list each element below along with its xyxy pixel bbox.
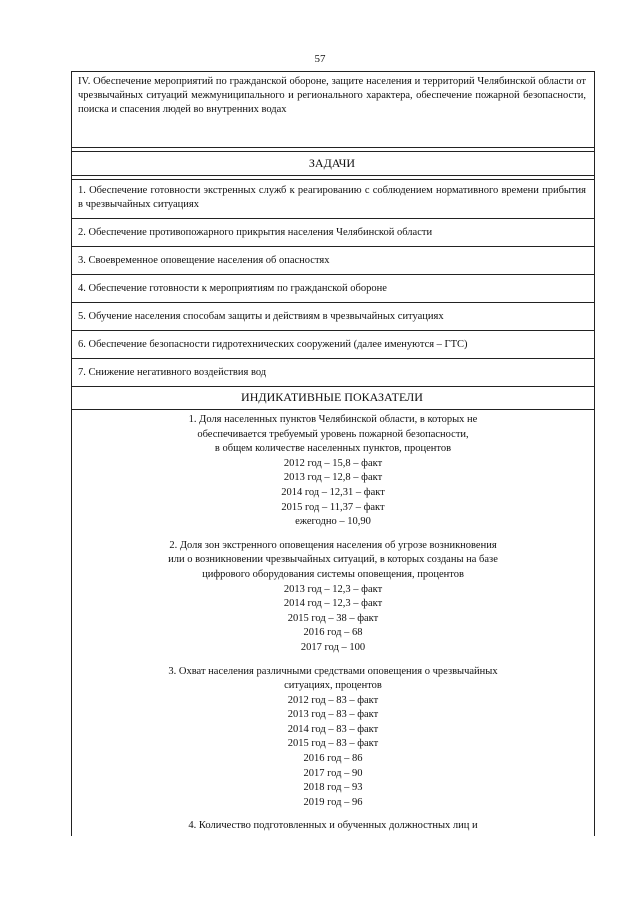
indicator-value: 2017 год – 90 [303,767,363,779]
indicator-value: 2013 год – 12,8 – факт [283,472,383,484]
indicators-list [72,410,594,834]
indicator-value: 2014 год – 12,3 – факт [283,598,383,610]
indicator-value: 2014 год – 83 – факт [287,723,379,735]
indicator-value: 2018 год – 93 [303,782,363,794]
indicator-value: 2015 год – 83 – факт [287,738,379,750]
task-item: 4. Обеспечение готовности к мероприятиям по гражданской обороне [72,275,594,303]
page-number: 57 [314,53,326,65]
indicator-block [80,413,586,530]
task-item: 5. Обучение населения способам защиты и действиям в чрезвычайных ситуациях [72,303,594,331]
indicator-value: ежегодно – 10,90 [295,516,371,528]
indicator-block [80,819,586,834]
indicator-value: 2016 год – 86 [303,753,363,765]
indicator-title: 1. Доля населенных пунктов Челябинской области, в которых не обеспечивается требуемый уровень пожарной безопасности, в общем количестве населенных пунктов, процентов [188,414,478,455]
task-item: 7. Снижение негативного воздействия вод [72,359,594,387]
indicator-value: 2015 год – 38 – факт [287,612,379,624]
tasks-heading: ЗАДАЧИ [72,152,594,176]
indicator-value: 2019 год – 96 [303,796,363,808]
task-item: 3. Своевременное оповещение населения об опасностях [72,247,594,275]
task-item: 1. Обеспечение готовности экстренных служб к реагированию с соблюдением нормативного времени прибытия в чрезвычайных ситуациях [72,180,594,219]
indicator-value: 2017 год – 100 [300,641,366,653]
indicators-heading: ИНДИКАТИВНЫЕ ПОКАЗАТЕЛИ [72,387,594,410]
indicator-title: 4. Количество подготовленных и обученных должностных лиц и [188,820,478,832]
indicator-value: 2013 год – 83 – факт [287,709,379,721]
indicator-block [80,665,586,811]
program-table [71,71,595,836]
section-title: IV. Обеспечение мероприятий по гражданской обороне, защите населения и территорий Челябинской области от чрезвычайных ситуаций межмуниципального и регионального характера, обеспечение пожарной безопасности, поиска и спасения людей во внутренних водах [72,72,594,148]
indicator-value: 2013 год – 12,3 – факт [283,583,383,595]
indicator-value: 2014 год – 12,31 – факт [281,486,385,498]
indicator-title: 3. Охват населения различными средствами оповещения о чрезвычайных ситуациях, процентов [168,665,498,692]
indicator-value: 2016 год – 68 [303,627,363,639]
indicator-value: 2015 год – 11,37 – факт [281,501,385,513]
task-item: 2. Обеспечение противопожарного прикрытия населения Челябинской области [72,219,594,247]
indicator-block [80,539,586,656]
task-item: 6. Обеспечение безопасности гидротехнических сооружений (далее именуются – ГТС) [72,331,594,359]
indicator-title: 2. Доля зон экстренного оповещения населения об угрозе возникновения или о возникновении чрезвычайных ситуаций, в которых созданы на базе цифрового оборудования системы оповещения, процентов [168,539,498,580]
indicator-value: 2012 год – 15,8 – факт [283,457,383,469]
indicator-value: 2012 год – 83 – факт [287,694,379,706]
